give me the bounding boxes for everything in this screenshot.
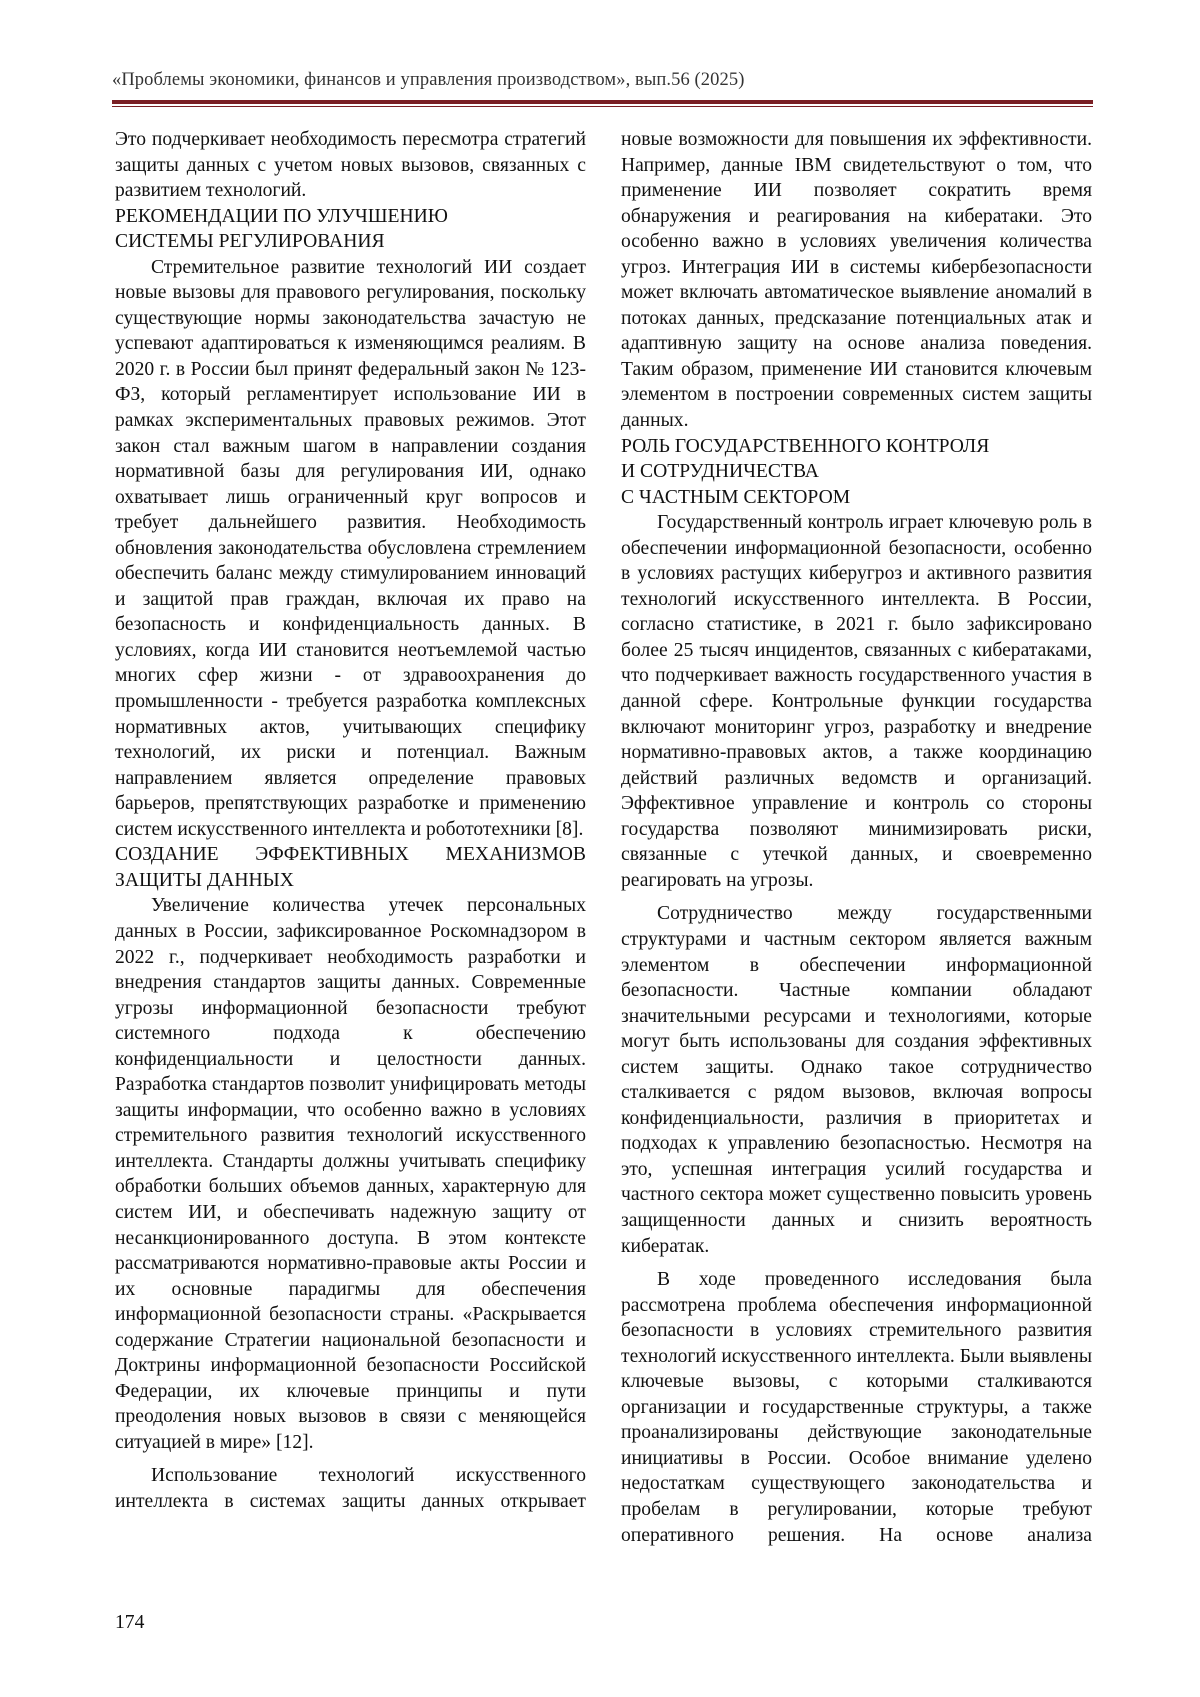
paragraph: Государственный контроль играет ключевую роль в обеспечении информационной безопасности, особенно в условиях растущих киберугроз и активного развития технологий искусственного интеллекта. В России, согласно статистике, в 2021 г. было зафиксировано более 25 тысяч инцидентов, связанных с кибератаками, что подчеркивает важность государственного участия в данной сфере. Контрольные функции государства включают мониторинг угроз, разработку и внедрение нормативно-правовых актов, а также координацию действий различных ведомств и организаций. Эффективное управление и контроль со стороны государства позволяют минимизировать риски, связанные с утечкой данных, и своевременно реагировать на угрозы. xyxy=(621,512,1092,891)
header-rule-thick xyxy=(112,100,1093,104)
section-heading-state-control xyxy=(621,434,1092,511)
running-header: «Проблемы экономики, финансов и управления производством», вып.56 (2025) xyxy=(112,70,745,90)
section-heading-line: РЕКОМЕНДАЦИИ ПО УЛУЧШЕНИЮ xyxy=(115,205,448,227)
section-heading-data-protection xyxy=(115,842,586,893)
page-number: 174 xyxy=(115,1612,145,1633)
section-heading-line: РОЛЬ ГОСУДАРСТВЕННОГО КОНТРОЛЯ xyxy=(621,435,990,457)
paragraph: Сотрудничество между государственными структурами и частным сектором является важным элементом в обеспечении информационной безопасности. Частные компании обладают значительными ресурсами и технологиями, которые могут быть использованы для создания эффективных систем защиты. Однако такое сотрудничество сталкивается с рядом вызовов, включая вопросы конфиденциальности, различия в приоритетах и подходах к управлению безопасностью. Несмотря на это, успешная интеграция усилий государства и частного сектора может существенно повысить уровень защищенности данных и снизить вероятность кибератак. xyxy=(621,903,1092,1257)
paragraph: Стремительное развитие технологий ИИ создает новые вызовы для правового регулирования, поскольку существующие нормы законодательства зачастую не успевают адаптироваться к изменяющимся реалиям. В 2020 г. в России был принят федеральный закон № 123-ФЗ, который регламентирует использование ИИ в рамках экспериментальных правовых режимов. Этот закон стал важным шагом в направлении создания нормативной базы для регулирования ИИ, однако охватывает лишь ограниченный круг вопросов и требует дальнейшего развития. Необходимость обновления законодательства обусловлена стремлением обеспечить баланс между стимулированием инноваций и защитой прав граждан, включая их право на безопасность и конфиденциальность данных. В условиях, когда ИИ становится неотъемлемой частью многих сфер жизни - от здравоохранения до промышленности - требуется разработка комплексных нормативных актов, учитывающих специфику технологий, их риски и потенциал. Важным направлением является определение правовых барьеров, препятствующих разработке и применению систем искусственного интеллекта и робототехники [8]. xyxy=(115,256,586,840)
left-column xyxy=(115,127,586,1515)
header-rule-thin xyxy=(112,106,1093,107)
right-column xyxy=(621,127,1092,1548)
paragraph: Использование технологий искусственного интеллекта в системах защиты данных открывает xyxy=(115,1465,586,1512)
section-heading-regulation xyxy=(115,204,586,255)
paragraph: В ходе проведенного исследования была рассмотрена проблема обеспечения информационной безопасности в условиях стремительного развития технологий искусственного интеллекта. Были выявлены ключевые вызовы, с которыми сталкиваются организации и государственные структуры, а также проанализированы действующие законодательные инициативы в России. Особое внимание уделено недостаткам существующего законодательства и пробелам в регулировании, которые требуют оперативного решения. На основе анализа xyxy=(621,1269,1092,1546)
section-heading-line: СОЗДАНИЕ ЭФФЕКТИВНЫХ МЕХАНИЗМОВ xyxy=(115,844,586,866)
paragraph: Увеличение количества утечек персональных данных в России, зафиксированное Роскомнадзором в 2022 г., подчеркивает необходимость разработки и внедрения стандартов защиты данных. Современные угрозы информационной безопасности требуют системного подхода к обеспечению конфиденциальности и целостности данных. Разработка стандартов позволит унифицировать методы защиты информации, что особенно важно в условиях стремительного развития технологий искусственного интеллекта. Стандарты должны учитывать специфику обработки больших объемов данных, характерную для систем ИИ, и обеспечивать надежную защиту от несанкционированного доступа. В этом контексте рассматриваются нормативно-правовые акты России и их основные парадигмы для обеспечения информационной безопасности страны. «Раскрывается содержание Стратегии национальной безопасности и Доктрины информационной безопасности Российской Федерации, их ключевые принципы и пути преодоления новых вызовов в связи с меняющейся ситуацией в мире» [12]. xyxy=(115,895,586,1453)
paragraph: новые возможности для повышения их эффективности. Например, данные IBM свидетельствуют о том, что применение ИИ позволяет сократить время обнаружения и реагирования на кибератаки. Это особенно важно в условиях увеличения количества угроз. Интеграция ИИ в системы кибербезопасности может включать автоматическое выявление аномалий в потоках данных, предсказание потенциальных атак и адаптивную защиту на основе анализа поведения. Таким образом, применение ИИ становится ключевым элементом в построении современных систем защиты данных. xyxy=(621,129,1092,432)
section-heading-line: СИСТЕМЫ РЕГУЛИРОВАНИЯ xyxy=(115,231,385,253)
section-heading-line: ЗАЩИТЫ ДАННЫХ xyxy=(115,869,294,891)
paragraph: Это подчеркивает необходимость пересмотра стратегий защиты данных с учетом новых вызовов, связанных с развитием технологий. xyxy=(115,129,586,202)
section-heading-line: С ЧАСТНЫМ СЕКТОРОМ xyxy=(621,486,851,508)
section-heading-line: И СОТРУДНИЧЕСТВА xyxy=(621,461,819,483)
